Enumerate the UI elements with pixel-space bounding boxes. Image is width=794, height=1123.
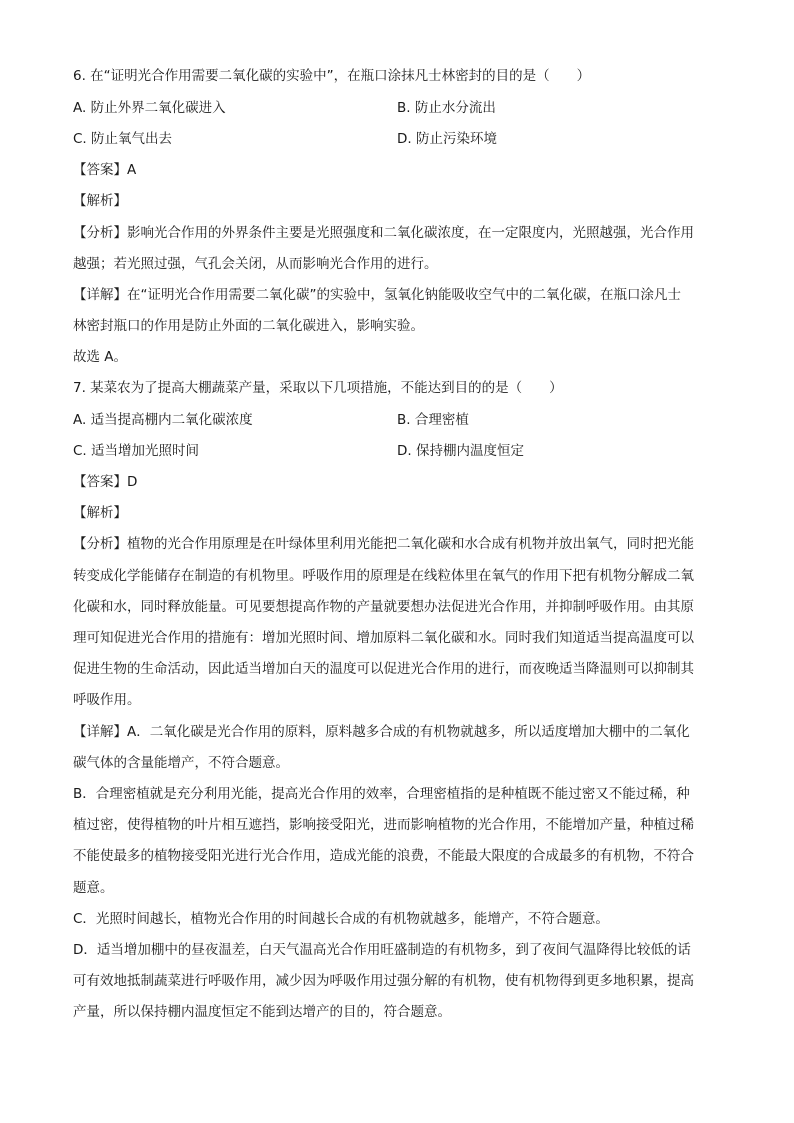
q7-answer: 【答案】D <box>73 474 138 490</box>
q7-xiangjie-line-9: 可有效地抵制蔬菜进行呼吸作用，减少因为呼吸作用过强分解的有机物，使有机物得到更多地积累，提高 <box>73 973 694 989</box>
q7-xiangjie-line-2: 碳气体的含量能增产，不符合题意。 <box>73 755 289 771</box>
q6-xiangjie-line-2: 林密封瓶口的作用是防止外面的二氧化碳进入，影响实验。 <box>73 318 424 334</box>
q7-xiangjie-line-6: 题意。 <box>73 880 114 896</box>
q6-conclusion: 故选 A。 <box>73 349 128 365</box>
q7-fenxi-line-2: 转变成化学能储存在制造的有机物里。呼吸作用的原理是在线粒体里在氧气的作用下把有机物分解成二氧 <box>73 568 694 584</box>
q6-analysis-label: 【解析】 <box>73 193 127 209</box>
q6-stem: 6. 在“证明光合作用需要二氧化碳的实验中”，在瓶口涂抹凡士林密封的目的是（ ） <box>73 68 591 84</box>
q7-fenxi-line-1: 【分析】植物的光合作用原理是在叶绿体里利用光能把二氧化碳和水合成有机物并放出氧气，同时把光能 <box>73 536 694 552</box>
q6-fenxi-line-1: 【分析】影响光合作用的外界条件主要是光照强度和二氧化碳浓度，在一定限度内，光照越强，光合作用 <box>73 225 694 241</box>
q7-xiangjie-line-5: 不能使最多的植物接受阳光进行光合作用，造成光能的浪费，不能最大限度的合成最多的有机物，不符合 <box>73 848 694 864</box>
q6-answer: 【答案】A <box>73 162 137 178</box>
q7-option-a: A. 适当提高棚内二氧化碳浓度 <box>73 412 253 428</box>
q7-stem: 7. 某菜农为了提高大棚蔬菜产量，采取以下几项措施，不能达到目的的是（ ） <box>73 380 563 396</box>
q6-option-c: C. 防止氧气出去 <box>73 131 173 147</box>
q7-option-b: B. 合理密植 <box>397 412 469 428</box>
q7-option-d: D. 保持棚内温度恒定 <box>397 443 524 459</box>
q7-fenxi-line-5: 促进生物的生命活动，因此适当增加白天的温度可以促进光合作用的进行，而夜晚适当降温则可以抑制其 <box>73 661 694 677</box>
q6-option-a: A. 防止外界二氧化碳进入 <box>73 100 226 116</box>
q7-xiangjie-line-10: 产量，所以保持棚内温度恒定不能到达增产的目的，符合题意。 <box>73 1004 451 1020</box>
q7-xiangjie-line-8: D．适当增加棚中的昼夜温差，白天气温高光合作用旺盛制造的有机物多，到了夜间气温降得比较低的话 <box>73 942 691 958</box>
q7-xiangjie-line-1: 【详解】A．二氧化碳是光合作用的原料，原料越多合成的有机物就越多，所以适度增加大棚中的二氧化 <box>73 724 690 740</box>
q6-option-d: D. 防止污染环境 <box>397 131 497 147</box>
q6-xiangjie-line-1: 【详解】在“证明光合作用需要二氧化碳”的实验中，氢氧化钠能吸收空气中的二氧化碳，在瓶口涂凡士 <box>73 287 681 303</box>
q7-fenxi-line-4: 理可知促进光合作用的措施有：增加光照时间、增加原料二氧化碳和水。同时我们知道适当提高温度可以 <box>73 630 694 646</box>
q7-analysis-label: 【解析】 <box>73 505 127 521</box>
q6-option-b: B. 防止水分流出 <box>397 100 496 116</box>
q7-xiangjie-line-7: C．光照时间越长，植物光合作用的时间越长合成的有机物就越多，能增产，不符合题意。 <box>73 911 609 927</box>
q7-option-c: C. 适当增加光照时间 <box>73 443 200 459</box>
q7-fenxi-line-3: 化碳和水，同时释放能量。可见要想提高作物的产量就要想办法促进光合作用，并抑制呼吸作用。由其原 <box>73 599 694 615</box>
q6-fenxi-line-2: 越强；若光照过强，气孔会关闭，从而影响光合作用的进行。 <box>73 256 438 272</box>
q7-fenxi-line-6: 呼吸作用。 <box>73 692 141 708</box>
q7-xiangjie-line-4: 植过密，使得植物的叶片相互遮挡，影响接受阳光，进而影响植物的光合作用，不能增加产量，种植过稀 <box>73 817 694 833</box>
q7-xiangjie-line-3: B．合理密植就是充分利用光能，提高光合作用的效率，合理密植指的是种植既不能过密又不能过稀，种 <box>73 786 690 802</box>
